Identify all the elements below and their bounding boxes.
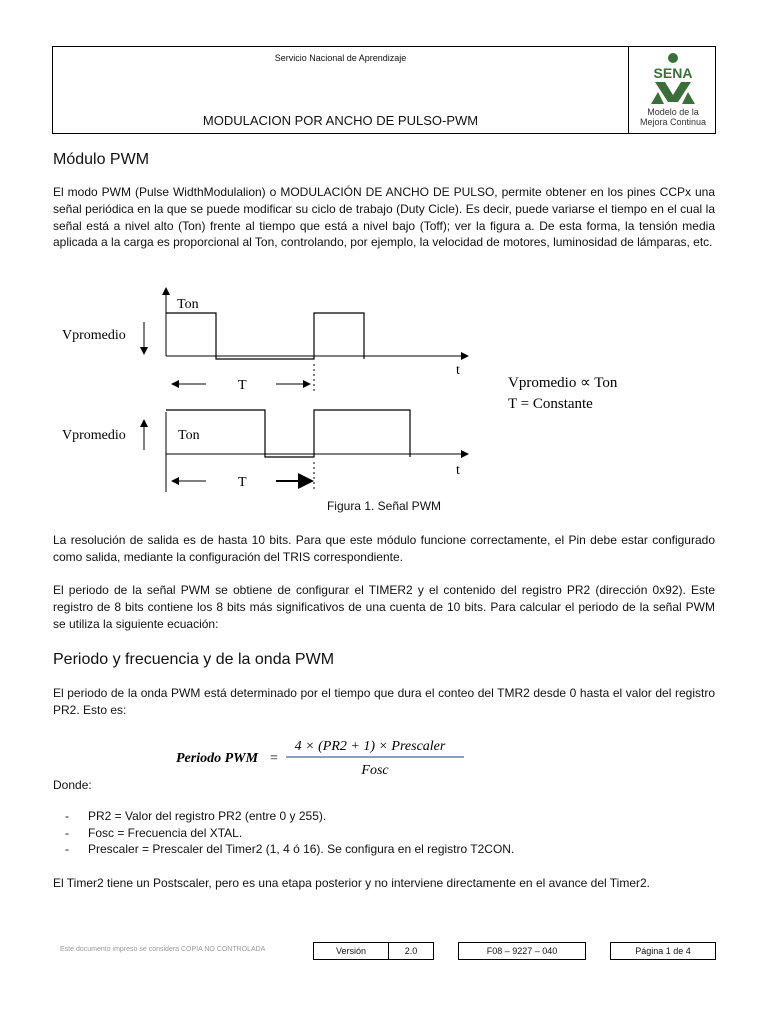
intro-paragraph: El modo PWM (Pulse WidthModulalion) o MODULACIÓN DE ANCHO DE PULSO, permite obtener en los pines CCPx una señal periódica en la que se puede modificar su ciclo de trabajo (Duty Cicle). Es decir, puede variarse el tiempo en el cual la señal está a nivel alto (Ton) frente al tiempo que está a nivel bajo (Toff); ver la figura a. De esta forma, la tensión media aplicada a la carga es proporcional al Ton, controlando, por ejemplo, la velocidad de motores, luminosidad de lámparas, etc. (53, 185, 715, 250)
logo-head-icon (668, 53, 678, 63)
list-item: - PR2 = Valor del registro PR2 (entre 0 y 255). (65, 808, 514, 825)
pwm-figure (62, 282, 650, 499)
upper-period-label: T (238, 378, 247, 393)
donde-label: Donde: (53, 778, 92, 792)
header-divider (628, 47, 629, 133)
logo-caption-line-1: Modelo de la (647, 107, 699, 117)
equation-denominator: Fosc (361, 763, 389, 778)
sena-logo (631, 50, 715, 134)
organization-name: Servicio Nacional de Aprendizaje (274, 53, 407, 63)
lower-vpromedio-label: Vpromedio (62, 428, 126, 443)
period-paragraph: El periodo de la señal PWM se obtiene de configurar el TIMER2 y el contenido del registro PR2 (dirección 0x92). Este registro de 8 bits contiene los 8 bits más significativos de una cuenta de 10 bits. Para calcular el periodo de la señal PWM se utiliza la siguiente ecuación: (53, 583, 715, 631)
timer2-paragraph: El Timer2 tiene un Postscaler, pero es una etapa posterior y no interviene directamente en el avance del Timer2. (53, 876, 650, 890)
list-item: - Prescaler = Prescaler del Timer2 (1, 4 ó 16). Se configura en el registro T2CON. (65, 841, 514, 858)
lower-pwm-signal (166, 410, 410, 457)
document-title: MODULACION POR ANCHO DE PULSO-PWM (202, 113, 479, 128)
footer-note: Este documento impreso se considera COPIA NO CONTROLADA (60, 946, 266, 953)
logo-caption-line-2: Mejora Continua (639, 117, 707, 127)
resolution-paragraph: La resolución de salida es de hasta 10 bits. Para que este módulo funcione correctamente, el Pin debe estar configurado como salida, mediante la configuración del TRIS correspondiente. (53, 533, 715, 564)
figure-caption: Figura 1. Señal PWM (326, 499, 442, 513)
lower-ton-label: Ton (178, 428, 200, 443)
upper-pwm-signal (166, 313, 364, 359)
upper-vpromedio-label: Vpromedio (62, 328, 126, 343)
variable-list (65, 808, 514, 858)
footer-version-label: Versión (313, 942, 389, 960)
equation-numerator: 4 × (PR2 + 1) × Prescaler (294, 739, 446, 754)
period-definition-paragraph: El periodo de la onda PWM está determinado por el tiempo que dura el conteo del TMR2 desde 0 hasta el valor del registro PR2. Esto es: (53, 686, 715, 717)
relation-proportional: Vpromedio ∝ Ton (508, 375, 618, 391)
equation-lhs: Periodo PWM (176, 751, 259, 766)
upper-t-axis-label: t (456, 363, 460, 378)
footer-document-code: F08 – 9227 – 040 (458, 942, 586, 960)
section-heading-modulo-pwm: Módulo PWM (53, 151, 150, 168)
lower-t-axis-label: t (456, 463, 460, 478)
document-header (52, 46, 716, 134)
equation-equals: = (270, 751, 278, 766)
logo-caption (631, 107, 715, 127)
section-heading-periodo: Periodo y frecuencia y de la onda PWM (53, 651, 335, 668)
relation-constant: T = Constante (508, 396, 593, 412)
logo-text: SENA (653, 65, 693, 81)
list-item: - Fosc = Frecuencia del XTAL. (65, 825, 514, 842)
footer-version-value: 2.0 (388, 942, 434, 960)
lower-period-label: T (238, 475, 247, 490)
footer-page-number: Página 1 de 4 (610, 942, 716, 960)
upper-ton-label: Ton (177, 297, 199, 312)
